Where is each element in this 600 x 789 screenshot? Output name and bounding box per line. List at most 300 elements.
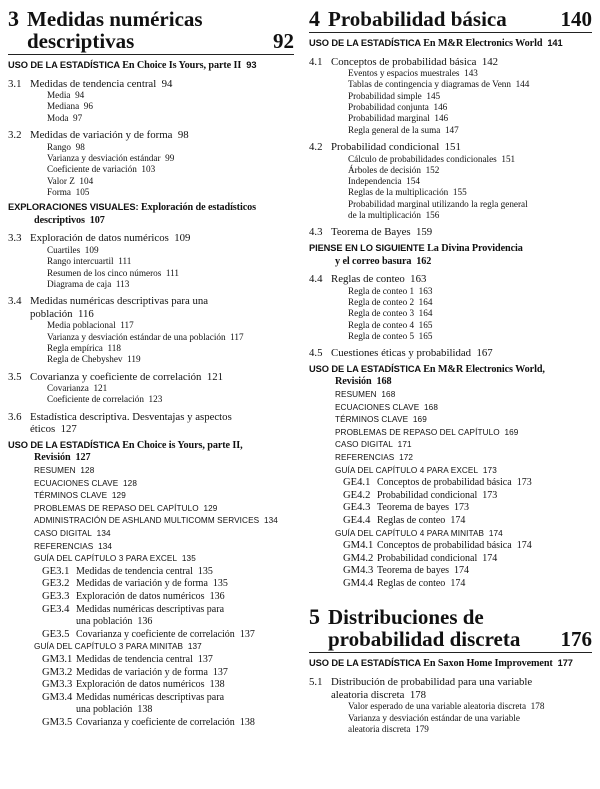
- end-matter-entry: [309, 465, 592, 478]
- section-entry: [309, 347, 592, 360]
- subsection-entry: [8, 90, 294, 101]
- page-number: 99: [165, 152, 175, 163]
- subsection-title: Valor Z: [47, 175, 75, 186]
- section-entry: [309, 273, 592, 286]
- guide-title: Covarianza y coeficiente de correlación: [76, 716, 235, 728]
- guide-code: GE4.2: [343, 489, 371, 501]
- left-column: [8, 8, 294, 730]
- page-number: 104: [79, 175, 94, 186]
- subsection-title: Varianza y desviación estándar: [47, 152, 161, 163]
- page-number: 98: [177, 129, 189, 142]
- subsection-entry: [309, 187, 592, 198]
- section-number: 3.2: [8, 129, 22, 142]
- chapter-title-line: Medidas numéricas: [27, 7, 203, 31]
- guide-code: GE3.2: [42, 578, 70, 590]
- section-title: Medidas numéricas descriptivas para una: [30, 295, 209, 308]
- chapter-3-entries: [8, 59, 294, 730]
- page-number: 174: [516, 540, 532, 552]
- subsection-title: Cuartiles: [47, 244, 81, 255]
- end-matter-entry: [309, 452, 592, 465]
- page-number: 146: [433, 102, 448, 113]
- guide-code: GM3.5: [42, 716, 73, 728]
- section-number: 4.3: [309, 226, 323, 239]
- chapter-number: 4: [309, 6, 320, 31]
- section-title: Estadística descriptiva. Desventajas y aspectos: [30, 410, 232, 423]
- page-number: 137: [187, 642, 202, 652]
- page-number: 145: [426, 90, 441, 101]
- subsection-entry: [8, 332, 294, 343]
- guide-code: GM4.2: [343, 552, 374, 564]
- section-number: 4.2: [309, 140, 323, 153]
- page-number: 119: [127, 354, 141, 365]
- subsection-entry: [8, 279, 294, 290]
- chapter-title-line: Distribuciones de: [328, 605, 484, 630]
- end-matter-entry: [309, 528, 592, 541]
- page-number: 169: [504, 427, 519, 437]
- page-number: 163: [410, 273, 427, 286]
- end-matter-entry: [309, 439, 592, 452]
- subsection-entry: [8, 268, 294, 279]
- subsection-title-continuation: de la multiplicación 156: [348, 210, 440, 221]
- page-number: 134: [98, 541, 113, 551]
- software-guide-entry: [309, 490, 592, 503]
- subsection-title: Rango: [47, 141, 71, 152]
- subsection-entry: [309, 297, 592, 308]
- software-guide-entry: [8, 629, 294, 642]
- feature-banner: [8, 59, 294, 73]
- section-title: Reglas de conteo: [331, 273, 405, 286]
- subsection-title: Regla de Chebyshev: [47, 354, 123, 365]
- section-title-continuation: aleatoria discreta 178: [331, 688, 427, 701]
- chapter-4-heading: [309, 8, 592, 33]
- subsection-entry: [309, 165, 592, 176]
- section-title: Teorema de Bayes: [331, 226, 411, 239]
- subsection-title: Árboles de decisión: [348, 164, 421, 175]
- subsection-title: Regla de conteo 4: [348, 319, 415, 330]
- section-title: Exploración de datos numéricos: [30, 232, 169, 245]
- section-number: 3.6: [8, 410, 22, 423]
- section-title: Medidas de variación y de forma: [30, 129, 173, 142]
- subsection-title: Regla de conteo 2: [348, 297, 415, 308]
- section-number: 4.1: [309, 55, 323, 68]
- subsection-title: Forma: [47, 186, 71, 197]
- subsection-title: Diagrama de caja: [47, 278, 112, 289]
- end-matter-title: GUÍA DEL CAPÍTULO 3 PARA EXCEL: [34, 554, 178, 564]
- section-entry: [8, 232, 294, 245]
- section-title: Conceptos de probabilidad básica: [331, 55, 477, 68]
- page-number: 135: [181, 554, 196, 564]
- guide-title: Conceptos de probabilidad básica: [377, 477, 512, 489]
- end-matter-entry: [8, 490, 294, 503]
- subsection-title: Regla de conteo 3: [348, 308, 415, 319]
- feature-banner: [309, 657, 592, 671]
- page-number: 111: [118, 256, 132, 267]
- subsection-title: Tablas de contingencia y diagramas de Venn: [348, 79, 511, 90]
- banner-text: La Divina Providencia: [427, 242, 523, 254]
- section-number: 4.4: [309, 273, 323, 286]
- guide-code: GM4.3: [343, 565, 374, 577]
- guide-code: GE3.5: [42, 628, 70, 640]
- right-column: [309, 8, 592, 735]
- guide-title: Covarianza y coeficiente de correlación: [76, 628, 235, 640]
- banner-text: En Choice is Yours, parte II,: [122, 439, 243, 451]
- page-number: 138: [209, 679, 225, 691]
- feature-banner: [309, 363, 592, 389]
- banner-text: En Saxon Home Improvement: [423, 658, 553, 670]
- subsection-entry: [309, 176, 592, 187]
- subsection-title: Rango intercuartil: [47, 256, 114, 267]
- end-matter-title: CASO DIGITAL: [34, 529, 92, 539]
- page-number: 93: [246, 60, 257, 70]
- page-number: 168: [376, 376, 392, 388]
- guide-title: Conceptos de probabilidad básica: [377, 540, 512, 552]
- subsection-title: Eventos y espacios muestrales: [348, 68, 460, 79]
- chapter-4-entries: [309, 37, 592, 590]
- end-matter-entry: [8, 478, 294, 491]
- software-guide-entry: [309, 502, 592, 515]
- end-matter-entry: [8, 515, 294, 528]
- guide-code: GE3.4: [42, 603, 70, 615]
- banner-continuation: descriptivos 107: [34, 214, 105, 226]
- subsection-title: Regla general de la suma: [348, 124, 441, 135]
- section-entry: [8, 371, 294, 384]
- page-number: 105: [75, 186, 90, 197]
- guide-title: Medidas de variación y de forma: [76, 578, 208, 590]
- software-guide-entry: [8, 654, 294, 667]
- banner-prefix: USO DE LA ESTADÍSTICA: [8, 439, 120, 450]
- subsection-entry: [8, 187, 294, 198]
- subsection-title: Media: [47, 90, 71, 101]
- chapter-5-heading: [309, 606, 592, 653]
- subsection-title: Valor esperado de una variable aleatoria discreta: [348, 701, 527, 712]
- guide-title: Reglas de conteo: [377, 577, 446, 589]
- end-matter-title: REFERENCIAS: [335, 452, 395, 462]
- guide-title: Exploración de datos numéricos: [76, 591, 205, 602]
- guide-title: Medidas de variación y de forma: [76, 666, 208, 678]
- subsection-title: Regla empírica: [47, 342, 103, 353]
- chapter-title-line: Probabilidad básica: [328, 7, 507, 31]
- end-matter-title: GUÍA DEL CAPÍTULO 4 PARA EXCEL: [335, 465, 479, 475]
- guide-title: Medidas numéricas descriptivas para: [76, 691, 225, 703]
- end-matter-title: TÉRMINOS CLAVE: [335, 415, 409, 425]
- guide-title-continuation: una población 136: [76, 616, 153, 628]
- software-guide-entry: [8, 692, 294, 717]
- end-matter-entry: [8, 641, 294, 654]
- end-matter-title: ECUACIONES CLAVE: [34, 478, 119, 488]
- chapter-page: 140: [560, 7, 592, 31]
- section-number: 4.5: [309, 347, 323, 360]
- page-number: 154: [406, 176, 420, 187]
- subsection-title: Media poblacional: [47, 320, 116, 331]
- software-guide-entry: [8, 566, 294, 579]
- page-number: 165: [418, 319, 433, 330]
- section-number: 3.3: [8, 232, 22, 245]
- guide-title: Exploración de datos numéricos: [76, 679, 205, 691]
- subsection-entry: [309, 199, 592, 222]
- subsection-entry: [8, 142, 294, 153]
- page-number: 177: [557, 658, 573, 669]
- subsection-title: Varianza y desviación estándar de una variable: [348, 712, 520, 723]
- page-number: 174: [488, 528, 503, 538]
- page-number: 136: [137, 616, 153, 628]
- subsection-entry: [309, 79, 592, 90]
- page-number: 174: [450, 514, 466, 526]
- page-number: 136: [209, 591, 225, 602]
- section-entry: [309, 226, 592, 239]
- subsection-entry: [8, 320, 294, 331]
- subsection-title: Covarianza: [47, 383, 89, 394]
- page-number: 168: [424, 402, 438, 412]
- subsection-title: Independencia: [348, 176, 402, 187]
- subsection-entry: [309, 113, 592, 124]
- banner-text: En M&R Electronics World,: [423, 363, 545, 375]
- guide-title-continuation: una población 138: [76, 704, 153, 716]
- page-number: 169: [412, 415, 427, 425]
- page-number: 152: [425, 164, 440, 175]
- subsection-title: Regla de conteo 1: [348, 285, 415, 296]
- chapter-number: 3: [8, 6, 19, 31]
- page-number: 117: [120, 320, 134, 331]
- software-guide-entry: [8, 679, 294, 692]
- subsection-title: Probabilidad conjunta: [348, 102, 429, 113]
- section-number: 5.1: [309, 676, 323, 689]
- end-matter-entry: [8, 503, 294, 516]
- page-number: 127: [60, 423, 77, 436]
- subsection-entry: [8, 153, 294, 164]
- section-entry: [8, 411, 294, 436]
- page-number: 172: [399, 452, 414, 462]
- section-title-continuation: éticos 127: [30, 423, 77, 436]
- page-number: 162: [416, 255, 432, 267]
- guide-code: GM4.4: [343, 577, 374, 589]
- chapter-number: 5: [309, 604, 320, 630]
- guide-code: GM3.2: [42, 666, 73, 678]
- page-number: 168: [381, 389, 396, 399]
- page-number: 143: [464, 68, 478, 79]
- end-matter-title: REFERENCIAS: [34, 541, 94, 551]
- subsection-entry: [309, 125, 592, 136]
- subsection-entry: [8, 383, 294, 394]
- banner-prefix: USO DE LA ESTADÍSTICA: [8, 60, 120, 70]
- page-number: 159: [416, 226, 433, 239]
- page-number: 128: [80, 466, 95, 476]
- guide-code: GM3.3: [42, 679, 73, 691]
- page-number: 134: [263, 516, 278, 526]
- subsection-entry: [309, 331, 592, 342]
- banner-text: En M&R Electronics World: [423, 38, 543, 49]
- page-number: 147: [444, 124, 459, 135]
- subsection-title: Probabilidad marginal: [348, 113, 430, 124]
- software-guide-entry: [309, 578, 592, 591]
- page-number: 111: [165, 267, 180, 278]
- page-number: 127: [75, 452, 91, 464]
- subsection-entry: [309, 713, 592, 736]
- guide-code: GM3.4: [42, 691, 73, 703]
- page-number: 165: [418, 330, 433, 341]
- subsection-entry: [309, 308, 592, 319]
- page-number: 123: [148, 394, 163, 405]
- section-title: Probabilidad condicional: [331, 140, 440, 153]
- banner-prefix: USO DE LA ESTADÍSTICA: [309, 363, 421, 374]
- page-number: 94: [75, 90, 85, 101]
- end-matter-title: GUÍA DEL CAPÍTULO 4 PARA MINITAB: [335, 528, 485, 538]
- page-number: 146: [434, 113, 449, 124]
- banner-continuation: Revisión 168: [335, 376, 392, 388]
- banner-continuation: Revisión 127: [34, 452, 91, 464]
- page-number: 156: [425, 210, 440, 221]
- page-number: 174: [482, 552, 498, 564]
- guide-code: GE3.3: [42, 591, 70, 602]
- end-matter-title: ECUACIONES CLAVE: [335, 402, 420, 412]
- banner-text: Exploración de estadísticos: [140, 202, 256, 214]
- guide-title: Teorema de bayes: [377, 565, 450, 577]
- end-matter-entry: [309, 414, 592, 427]
- guide-code: GE3.1: [42, 565, 70, 577]
- page-number: 98: [75, 141, 85, 152]
- guide-code: GM4.1: [343, 540, 374, 552]
- subsection-entry: [8, 343, 294, 354]
- subsection-title: Mediana: [47, 101, 80, 112]
- feature-banner: [8, 439, 294, 465]
- guide-code: GM3.1: [42, 653, 73, 665]
- chapter-5-entries: [309, 657, 592, 735]
- end-matter-entry: [309, 427, 592, 440]
- page-number: 129: [111, 491, 126, 501]
- page-number: 137: [197, 653, 213, 665]
- subsection-entry: [8, 101, 294, 112]
- section-entry: [8, 78, 294, 91]
- software-guide-entry: [8, 578, 294, 591]
- software-guide-entry: [8, 717, 294, 730]
- end-matter-entry: [309, 402, 592, 415]
- end-matter-title: CASO DIGITAL: [335, 440, 393, 450]
- subsection-entry: [8, 176, 294, 187]
- page-number: 171: [397, 440, 412, 450]
- banner-text: En Choice Is Yours, parte II: [122, 60, 242, 71]
- guide-title: Medidas de tendencia central: [76, 565, 193, 577]
- software-guide-entry: [309, 477, 592, 490]
- section-title: Medidas de tendencia central: [30, 77, 157, 90]
- page-number: 179: [415, 723, 429, 734]
- banner-prefix: EXPLORACIONES VISUALES:: [8, 202, 139, 213]
- page-number: 163: [418, 285, 433, 296]
- subsection-title: Varianza y desviación estándar de una población: [47, 331, 226, 342]
- page-number: 167: [476, 347, 493, 360]
- chapter-page: 176: [560, 627, 592, 652]
- page-number: 164: [418, 308, 433, 319]
- page-number: 134: [96, 529, 111, 539]
- guide-title: Teorema de bayes: [377, 502, 450, 514]
- software-guide-entry: [8, 667, 294, 680]
- software-guide-entry: [309, 515, 592, 528]
- page-number: 117: [230, 331, 244, 342]
- page-number: 144: [515, 79, 530, 90]
- page-number: 97: [73, 112, 83, 123]
- section-entry: [8, 129, 294, 142]
- page-number: 103: [141, 164, 156, 175]
- subsection-title: Probabilidad marginal utilizando la regla general: [348, 198, 528, 209]
- guide-title: Probabilidad condicional: [377, 552, 478, 564]
- subsection-title: Resumen de los cinco números: [47, 267, 162, 278]
- subsection-title: Probabilidad simple: [348, 90, 422, 101]
- end-matter-title: RESUMEN: [335, 389, 377, 399]
- end-matter-entry: [8, 553, 294, 566]
- page-number: 173: [454, 502, 470, 514]
- chapter-title-line: descriptivas: [27, 29, 135, 53]
- subsection-entry: [309, 68, 592, 79]
- page-number: 173: [482, 465, 497, 475]
- page-number: 118: [107, 342, 121, 353]
- subsection-title: Cálculo de probabilidades condicionales: [348, 153, 497, 164]
- end-matter-title: GUÍA DEL CAPÍTULO 3 PARA MINITAB: [34, 642, 184, 652]
- guide-title: Medidas numéricas descriptivas para: [76, 603, 225, 615]
- page-number: 107: [89, 214, 105, 226]
- page-number: 109: [174, 232, 191, 245]
- section-title: Distribución de probabilidad para una variable: [331, 676, 533, 689]
- section-entry: [309, 141, 592, 154]
- page-number: 173: [482, 489, 498, 501]
- subsection-entry: [8, 354, 294, 365]
- page-number: 128: [123, 478, 137, 488]
- feature-banner: [309, 242, 592, 268]
- end-matter-title: ADMINISTRACIÓN DE ASHLAND MULTICOMM SERVICES: [34, 516, 260, 526]
- guide-code: GE4.1: [343, 477, 371, 489]
- page-number: 109: [84, 244, 99, 255]
- page-number: 116: [77, 307, 94, 320]
- page-number: 138: [239, 716, 255, 728]
- guide-code: GE4.3: [343, 502, 371, 514]
- subsection-title: Regla de conteo 5: [348, 330, 415, 341]
- end-matter-title: TÉRMINOS CLAVE: [34, 491, 108, 501]
- page-number: 142: [481, 55, 499, 68]
- chapter-3-heading: [8, 8, 294, 55]
- subsection-entry: [8, 394, 294, 405]
- page-number: 173: [516, 477, 532, 489]
- subsection-entry: [309, 286, 592, 297]
- software-guide-entry: [8, 591, 294, 604]
- section-number: 3.4: [8, 295, 22, 308]
- subsection-entry: [309, 154, 592, 165]
- page-number: 121: [206, 370, 224, 383]
- section-title: Cuestiones éticas y probabilidad: [331, 347, 472, 360]
- subsection-entry: [8, 256, 294, 267]
- guide-title: Probabilidad condicional: [377, 489, 478, 501]
- subsection-entry: [309, 91, 592, 102]
- chapter-title-line: probabilidad discreta: [328, 627, 521, 652]
- page-number: 138: [137, 704, 153, 716]
- page-number: 121: [93, 383, 108, 394]
- end-matter-entry: [8, 528, 294, 541]
- section-entry: [309, 676, 592, 701]
- software-guide-entry: [309, 553, 592, 566]
- section-entry: [309, 56, 592, 69]
- subsection-title: Coeficiente de correlación: [47, 394, 144, 405]
- banner-continuation: y el correo basura 162: [335, 255, 432, 267]
- end-matter-title: RESUMEN: [34, 466, 76, 476]
- page-number: 135: [212, 578, 228, 590]
- subsection-title: Coeficiente de variación: [47, 164, 137, 175]
- feature-banner: [8, 201, 294, 227]
- guide-title: Medidas de tendencia central: [76, 653, 193, 665]
- section-title-continuation: población 116: [30, 307, 94, 320]
- guide-title: Reglas de conteo: [377, 514, 446, 526]
- page-number: 94: [161, 77, 173, 90]
- page-number: 151: [444, 140, 461, 153]
- subsection-entry: [8, 245, 294, 256]
- banner-prefix: USO DE LA ESTADÍSTICA: [309, 38, 421, 48]
- page-number: 178: [530, 701, 545, 712]
- subsection-entry: [309, 102, 592, 113]
